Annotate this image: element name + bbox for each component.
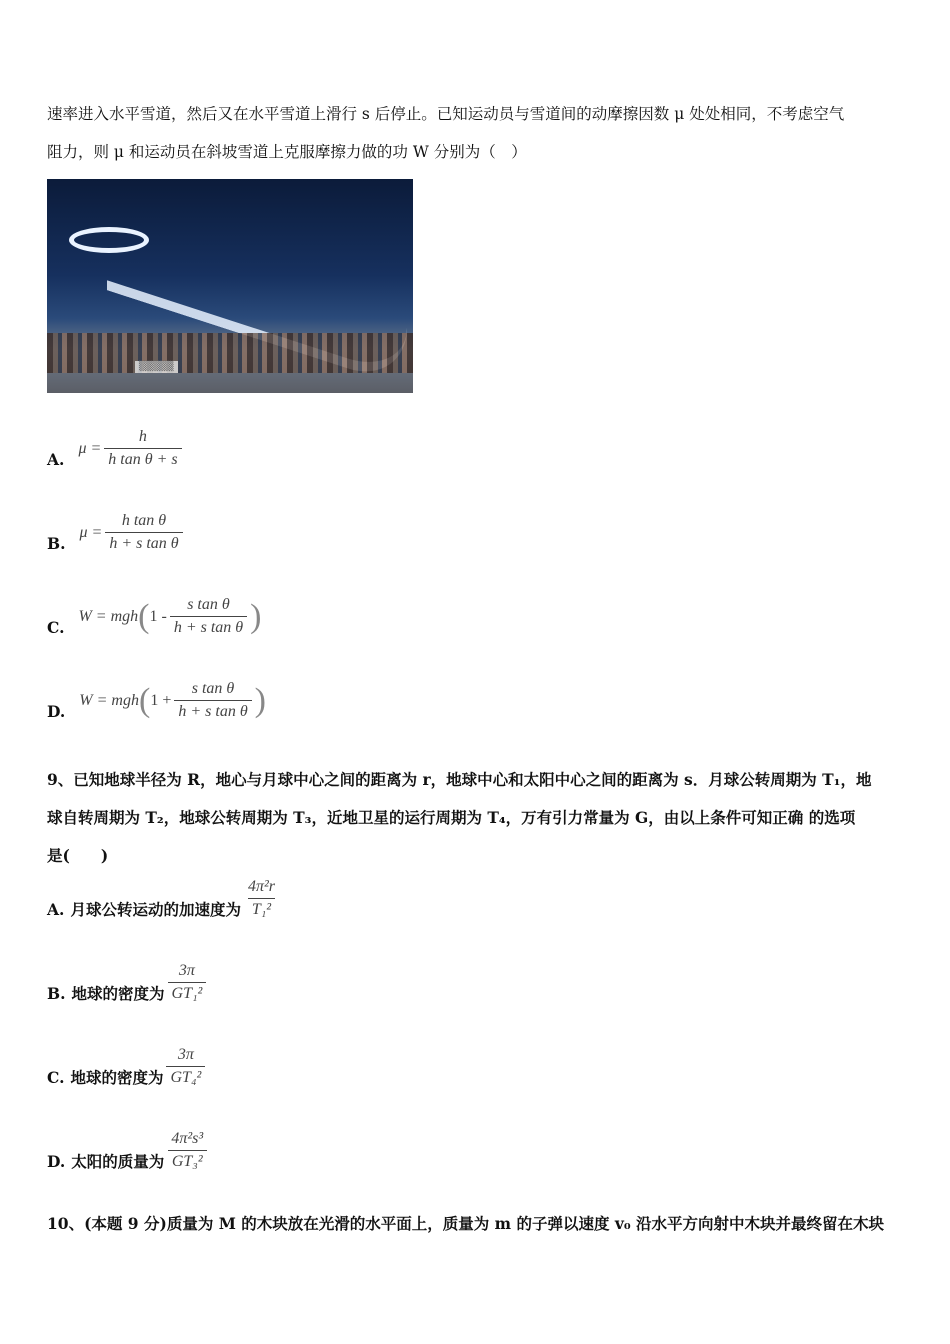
denominator: GT₃² <box>168 1150 207 1171</box>
denominator: GT₁² <box>168 982 207 1003</box>
denominator: h tan θ + s <box>104 448 181 469</box>
denominator: T₁² <box>248 898 275 919</box>
numerator: h <box>138 428 147 445</box>
option-label: B. <box>47 534 66 553</box>
q9-text-line1: 9、已知地球半径为 R，地心与月球中心之间的距离为 r，地球中心和太阳中心之间的距离为 s．月球公转周期为 T₁，地 <box>47 770 872 789</box>
formula-lhs: W = mgh <box>78 607 139 625</box>
option-label: D. <box>47 1151 66 1171</box>
q8-option-b[interactable] <box>47 512 186 553</box>
formula-lhs: W = mgh <box>79 691 139 709</box>
numerator: s tan θ <box>187 596 230 613</box>
formula-pre: 1 - <box>149 607 167 625</box>
numerator: 4π²s³ <box>171 1129 204 1147</box>
denominator: h + s tan θ <box>174 700 251 721</box>
option-label: B. <box>47 983 66 1003</box>
q9-text-line3: 是( ) <box>47 846 109 865</box>
q8-option-d[interactable] <box>47 680 266 721</box>
option-text: 月球公转运动的加速度为 <box>70 900 241 919</box>
q8-option-a[interactable] <box>47 428 185 469</box>
option-label: D. <box>47 702 66 721</box>
denominator: h + s tan θ <box>170 616 247 637</box>
fraction <box>104 428 181 469</box>
formula-lhs: μ = <box>78 439 102 457</box>
q9-option-d[interactable] <box>47 1128 210 1172</box>
q8-option-c[interactable] <box>47 596 261 637</box>
fraction <box>105 512 182 553</box>
q9-option-b[interactable] <box>47 960 209 1004</box>
fraction <box>244 878 279 919</box>
numerator: s tan θ <box>191 680 235 697</box>
formula-lhs: μ = <box>79 523 103 541</box>
option-label: A. <box>47 899 65 919</box>
ski-jump-photo <box>47 179 413 393</box>
paren-left: ( <box>138 597 150 635</box>
option-text: 地球的密度为 <box>71 984 165 1003</box>
fraction <box>167 1130 207 1171</box>
option-label: A. <box>47 450 65 469</box>
numerator: 3π <box>177 1045 194 1063</box>
q8-text-line2: 阻力，则 μ 和运动员在斜坡雪道上克服摩擦力做的功 W 分别为（ ） <box>47 143 527 161</box>
paren-left: ( <box>138 681 151 719</box>
formula-pre: 1 + <box>150 691 172 709</box>
numerator: h tan θ <box>121 512 167 529</box>
denominator: GT₄² <box>166 1066 205 1087</box>
fraction <box>174 680 251 721</box>
q9-option-c[interactable] <box>47 1044 208 1088</box>
option-label: C. <box>47 618 65 637</box>
q8-text-line1: 速率进入水平雪道，然后又在水平雪道上滑行 s 后停止。已知运动员与雪道间的动摩擦因数 μ 处处相同，不考虑空气 <box>47 105 845 123</box>
paren-right: ) <box>250 597 262 635</box>
q10-text-line1: 10、(本题 9 分)质量为 M 的木块放在光滑的水平面上，质量为 m 的子弹以速度 v₀ 沿水平方向射中木块并最终留在木块 <box>47 1214 885 1233</box>
denominator: h + s tan θ <box>105 532 182 553</box>
paren-right: ) <box>254 681 266 719</box>
crowd <box>47 333 413 373</box>
option-text: 太阳的质量为 <box>71 1152 165 1171</box>
numerator: 4π²r <box>247 877 275 895</box>
option-text: 地球的密度为 <box>70 1068 164 1087</box>
option-label: C. <box>47 1067 65 1087</box>
watermark: ▒▒▒▒▒ <box>135 361 178 373</box>
numerator: 3π <box>178 961 195 979</box>
fraction <box>168 962 207 1003</box>
fraction <box>170 596 247 637</box>
q9-option-a[interactable] <box>47 876 282 920</box>
fraction <box>166 1046 205 1087</box>
q9-text-line2: 球自转周期为 T₂，地球公转周期为 T₃，近地卫星的运行周期为 T₄，万有引力常量为 G，由以上条件可知正确 的选项 <box>47 808 856 827</box>
